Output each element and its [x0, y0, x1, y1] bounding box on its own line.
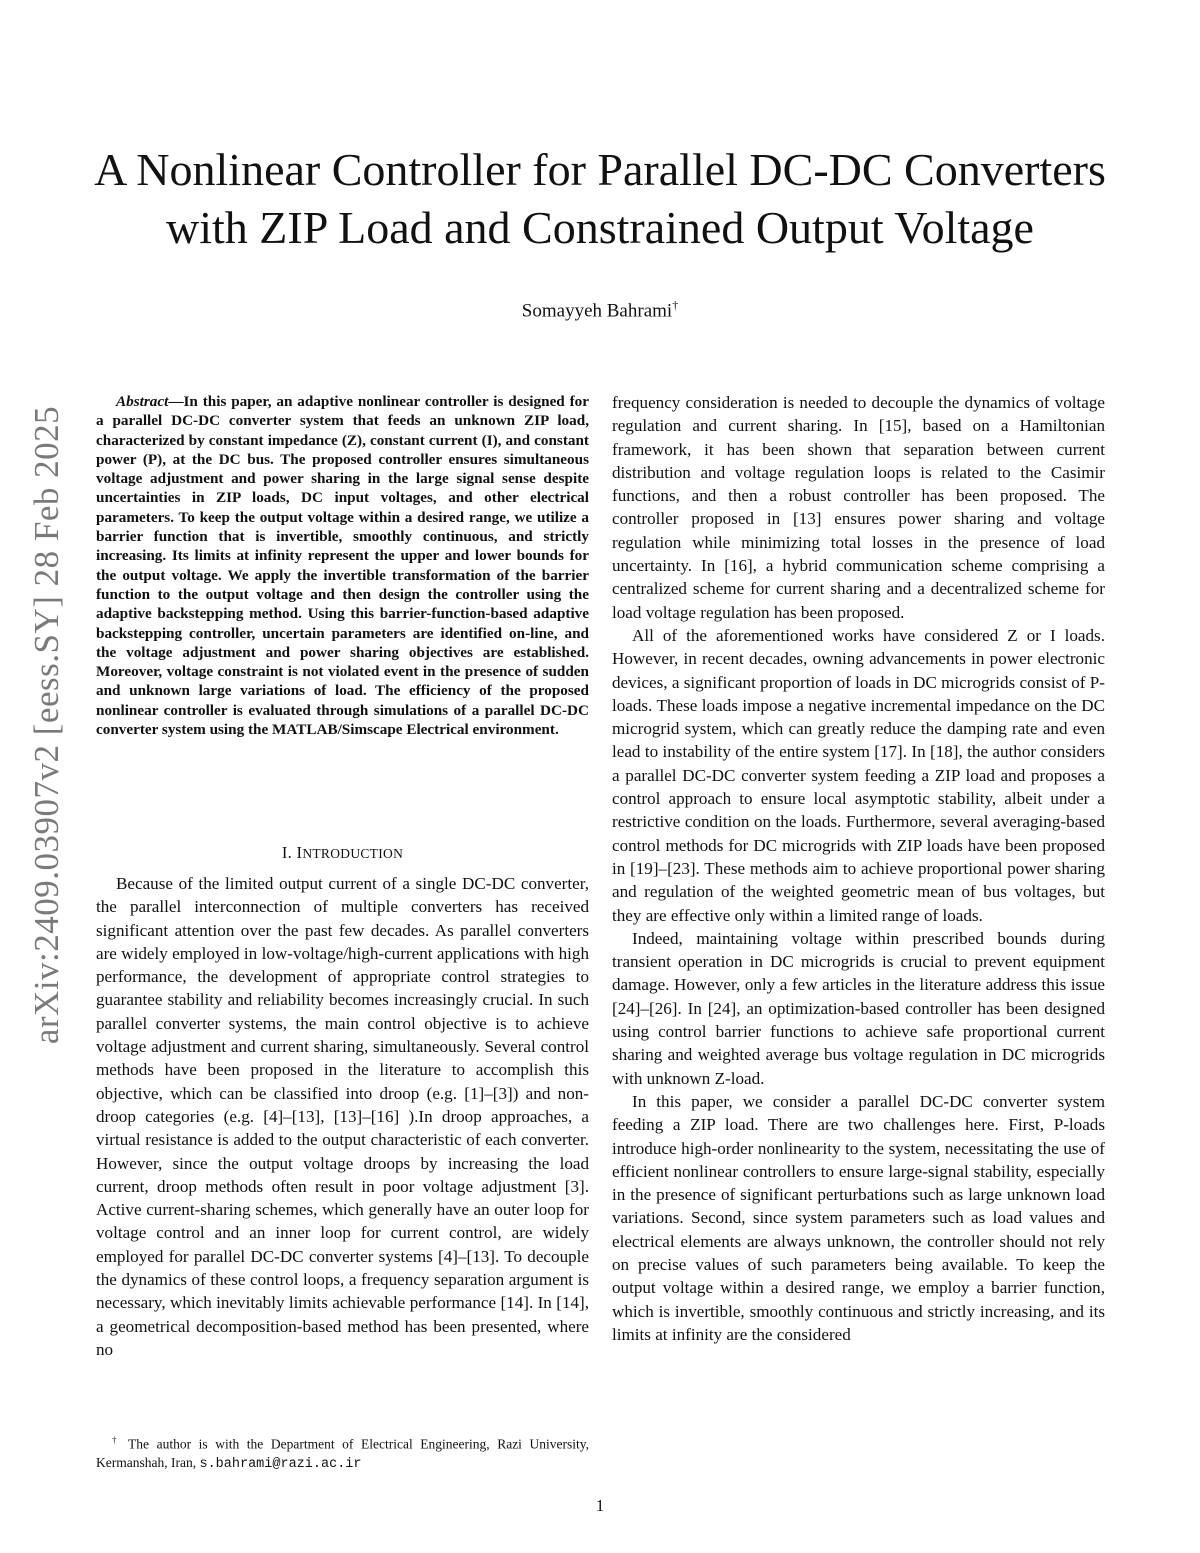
- right-paragraph-2: All of the aforementioned works have considered Z or I loads. However, in recent decades, owning advancements in power electronic devices, a significant proportion of loads in DC microgrids consist of P-loads. These loads impose a negative incremental impedance on the DC microgrid system, which can greatly reduce the damping rate and even lead to instability of the entire system [17]. In [18], the author considers a parallel DC-DC converter system feeding a ZIP load and proposes a control approach to ensure local asymptotic stability, albeit under a restrictive condition on the loads. Furthermore, several averaging-based control methods for DC microgrids with ZIP loads have been proposed in [19]–[23]. These methods aim to achieve proportional power sharing and regulation of the weighted geometric mean of bus voltages, but they are effective only within a limited range of loads.: [612, 625, 1105, 925]
- right-paragraph-4: In this paper, we consider a parallel DC-DC converter system feeding a ZIP load. There are two challenges here. First, P-loads introduce high-order nonlinearity to the system, necessitating the use of efficient nonlinear controllers to ensure large-signal stability, especially in the presence of significant perturbations such as large unknown load variations. Second, since system parameters such as load values and electrical elements are always unknown, the controller should not rely on precise values of such parameters being available. To keep the output voltage within a desired range, we employ a barrier function, which is invertible, smoothly continuous and strictly increasing, and its limits at infinity are the considered: [612, 1091, 1105, 1344]
- paper-title: A Nonlinear Controller for Parallel DC-DC Converters with ZIP Load and Constrained Output Voltage: [94, 143, 1106, 253]
- right-paragraph-3: Indeed, maintaining voltage within prescribed bounds during transient operation in DC microgrids is crucial to prevent equipment damage. However, only a few articles in the literature address this issue [24]–[26]. In [24], an optimization-based controller has been designed using control barrier functions to achieve safe proportional current sharing and weighted average bus voltage regulation in DC microgrids with unknown Z-load.: [612, 928, 1105, 1088]
- section-number: I.: [281, 843, 293, 862]
- author-line: [0, 298, 1200, 322]
- footnote-mark: †: [112, 1435, 121, 1445]
- introduction-body: [96, 872, 589, 1361]
- intro-paragraph: Because of the limited output current of a single DC-DC converter, the parallel interconnection of multiple converters has received significant attention over the past few decades. As parallel converters are widely employed in low-voltage/high-current applications with high performance, the development of appropriate control strategies to guarantee stability and reliability becomes increasingly crucial. In such parallel converter systems, the main control objective is to achieve voltage adjustment and current sharing, simultaneously. Several control methods have been proposed in the literature to accomplish this objective, which can be classified into droop (e.g. [1]–[3]) and non-droop categories (e.g. [4]–[13], [13]–[16] ).In droop approaches, a virtual resistance is added to the output characteristic of each converter. However, since the output voltage droops by increasing the load current, droop methods often result in poor voltage adjustment [3]. Active current-sharing schemes, which generally have an outer loop for voltage control and an inner loop for current control, are widely employed for parallel DC-DC converter systems [4]–[13]. To decouple the dynamics of these control loops, a frequency separation argument is necessary, which inevitably limits achievable performance [14]. In [14], a geometrical decomposition-based method has been presented, where no: [96, 874, 589, 1359]
- left-column: [96, 392, 589, 739]
- right-paragraph-1: frequency consideration is needed to decouple the dynamics of voltage regulation and current sharing. In [15], based on a Hamiltonian framework, it has been shown that separation between current distribution and voltage regulation loops is related to the Casimir functions, and then a robust controller has been proposed. The controller proposed in [13] ensures power sharing and voltage regulation while minimizing total losses in the presence of load uncertainty. In [16], a hybrid communication scheme comprising a centralized scheme for current sharing and a decentralized scheme for load voltage regulation has been proposed.: [612, 393, 1105, 622]
- right-column: [612, 391, 1105, 1346]
- abstract-text: —In this paper, an adaptive nonlinear controller is designed for a parallel DC-DC converter system that feeds an unknown ZIP load, characterized by constant impedance (Z), constant current (I), and constant power (P), at the DC bus. The proposed controller ensures simultaneous voltage adjustment and power sharing in the large signal sense despite uncertainties in ZIP loads, DC input voltages, and other electrical parameters. To keep the output voltage within a desired range, we utilize a barrier function that is invertible, smoothly continuous, and strictly increasing. Its limits at infinity represent the upper and lower bounds for the output voltage. We apply the invertible transformation of the barrier function to the output voltage and then design the controller using the adaptive backstepping method. Using this barrier-function-based adaptive backstepping controller, uncertain parameters are identified on-line, and the voltage adjustment and power sharing objectives are established. Moreover, voltage constraint is not violated event in the presence of sudden and unknown large variations of load. The efficiency of the proposed nonlinear controller is evaluated through simulations of a parallel DC-DC converter system using the MATLAB/Simscape Electrical environment.: [96, 393, 589, 739]
- author-footnote-mark: †: [672, 298, 679, 312]
- author-footnote: [96, 1431, 589, 1474]
- page-number: 1: [595, 1496, 605, 1515]
- section-first-letter: I: [296, 843, 303, 862]
- author-name: Somayyeh Bahrami: [521, 300, 673, 322]
- footnote-text: The author is with the Department of Electrical Engineering, Razi University, Kermanshah, Iran,: [96, 1436, 589, 1470]
- abstract: [96, 392, 589, 739]
- section-heading-introduction: [96, 843, 589, 863]
- section-title-rest: NTRODUCTION: [302, 846, 404, 861]
- abstract-lead: Abstract: [116, 393, 169, 410]
- arxiv-side-label: arXiv:2409.03907v2 [eess.SY] 28 Feb 2025: [27, 405, 66, 1045]
- author-email: s.bahrami@razi.ac.ir: [199, 1456, 362, 1472]
